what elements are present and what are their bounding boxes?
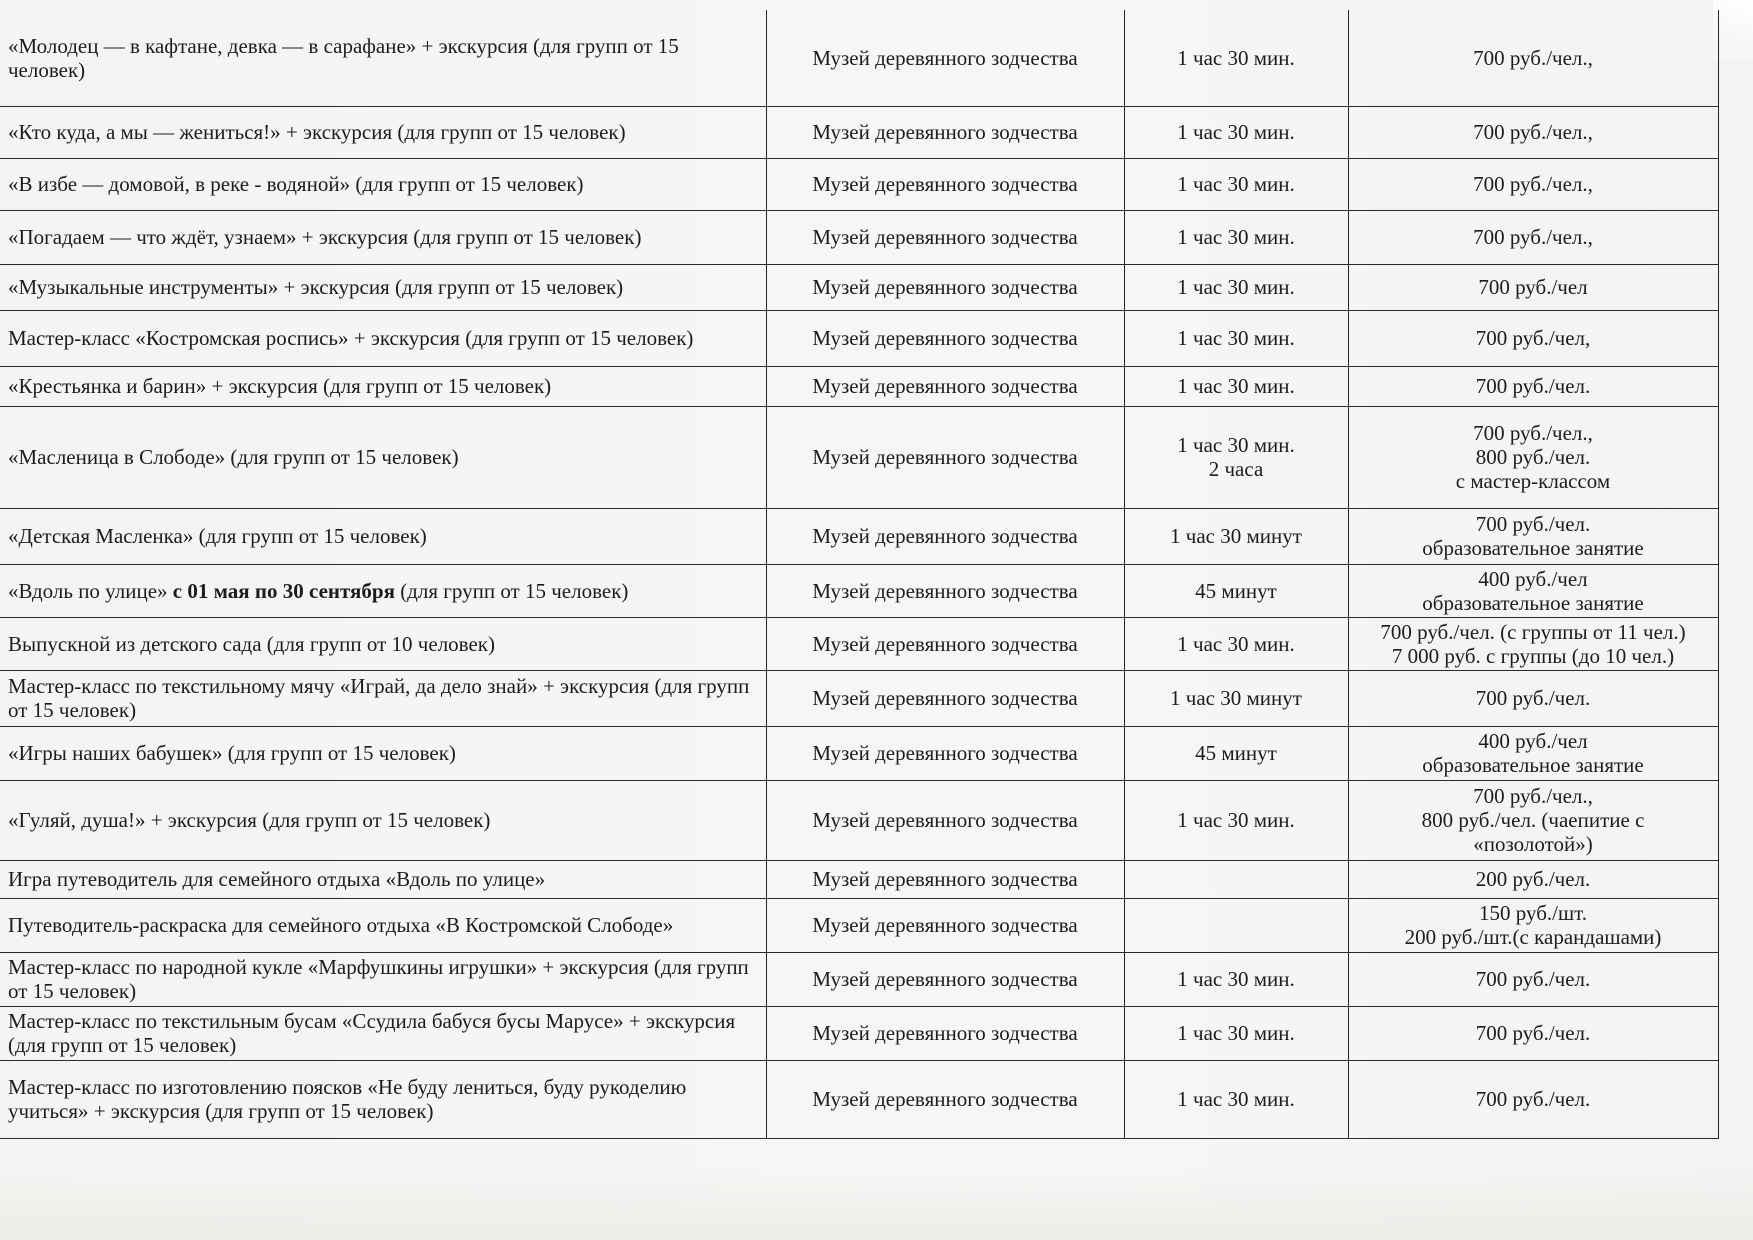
price-cell: 700 руб./чел.	[1348, 670, 1718, 726]
duration-cell: 1 час 30 мин.	[1124, 310, 1348, 366]
price-cell: 700 руб./чел.,	[1348, 106, 1718, 158]
price-list-table	[0, 10, 1719, 1139]
program-name-cell: «Гуляй, душа!» + экскурсия (для групп от 15 человек)	[0, 780, 766, 860]
duration-cell: 1 час 30 мин.	[1124, 952, 1348, 1006]
program-name-cell: Мастер-класс «Костромская роспись» + экскурсия (для групп от 15 человек)	[0, 310, 766, 366]
price-cell: 200 руб./чел.	[1348, 860, 1718, 898]
table-row	[0, 1006, 1718, 1060]
venue-cell: Музей деревянного зодчества	[766, 670, 1124, 726]
table-row	[0, 406, 1718, 508]
duration-cell: 1 час 30 мин.	[1124, 10, 1348, 106]
paper-corner	[1713, 0, 1753, 60]
table-row	[0, 366, 1718, 406]
duration-cell: 1 час 30 мин.	[1124, 617, 1348, 670]
date-range-text: с 01 мая по 30 сентября	[172, 578, 395, 603]
price-cell: 700 руб./чел.	[1348, 952, 1718, 1006]
venue-cell: Музей деревянного зодчества	[766, 366, 1124, 406]
table-row	[0, 780, 1718, 860]
program-name-cell: «Молодец — в кафтане, девка — в сарафане» + экскурсия (для групп от 15 человек)	[0, 10, 766, 106]
program-name-cell: «Игры наших бабушек» (для групп от 15 человек)	[0, 726, 766, 780]
program-name-cell: «Детская Масленка» (для групп от 15 человек)	[0, 508, 766, 564]
table-row	[0, 670, 1718, 726]
venue-cell: Музей деревянного зодчества	[766, 106, 1124, 158]
program-name-cell: Игра путеводитель для семейного отдыха «Вдоль по улице»	[0, 860, 766, 898]
venue-cell: Музей деревянного зодчества	[766, 564, 1124, 617]
program-name-cell: Мастер-класс по изготовлению поясков «Не буду лениться, буду рукоделию учиться» + экскурсия (для групп от 15 человек)	[0, 1060, 766, 1138]
table-row	[0, 860, 1718, 898]
table-row	[0, 564, 1718, 617]
venue-cell: Музей деревянного зодчества	[766, 406, 1124, 508]
price-cell: 700 руб./чел.	[1348, 1060, 1718, 1138]
program-name-cell: Выпускной из детского сада (для групп от 10 человек)	[0, 617, 766, 670]
duration-cell	[1124, 898, 1348, 952]
venue-cell: Музей деревянного зодчества	[766, 158, 1124, 210]
duration-cell: 45 минут	[1124, 726, 1348, 780]
venue-cell: Музей деревянного зодчества	[766, 952, 1124, 1006]
table-row	[0, 210, 1718, 264]
price-cell: 400 руб./чел образовательное занятие	[1348, 564, 1718, 617]
table-row	[0, 898, 1718, 952]
program-name-cell: Мастер-класс по текстильным бусам «Ссудила бабуся бусы Марусе» + экскурсия (для групп от 15 человек)	[0, 1006, 766, 1060]
table-row	[0, 10, 1718, 106]
program-name-cell: «В избе — домовой, в реке - водяной» (для групп от 15 человек)	[0, 158, 766, 210]
price-cell: 700 руб./чел.,	[1348, 10, 1718, 106]
duration-cell: 1 час 30 мин.	[1124, 366, 1348, 406]
price-cell: 700 руб./чел.	[1348, 366, 1718, 406]
table-row	[0, 1060, 1718, 1138]
price-cell: 400 руб./чел образовательное занятие	[1348, 726, 1718, 780]
venue-cell: Музей деревянного зодчества	[766, 1060, 1124, 1138]
price-cell: 700 руб./чел,	[1348, 310, 1718, 366]
venue-cell: Музей деревянного зодчества	[766, 10, 1124, 106]
venue-cell: Музей деревянного зодчества	[766, 210, 1124, 264]
group-size-text: (для групп от 15 человек)	[394, 578, 629, 603]
duration-cell: 1 час 30 минут	[1124, 508, 1348, 564]
table-row	[0, 508, 1718, 564]
venue-cell: Музей деревянного зодчества	[766, 860, 1124, 898]
duration-cell: 1 час 30 мин.	[1124, 780, 1348, 860]
duration-cell: 1 час 30 мин.	[1124, 1006, 1348, 1060]
table-row	[0, 106, 1718, 158]
price-cell: 700 руб./чел.,	[1348, 158, 1718, 210]
venue-cell: Музей деревянного зодчества	[766, 264, 1124, 310]
price-cell: 700 руб./чел.,	[1348, 210, 1718, 264]
table-row	[0, 310, 1718, 366]
price-cell: 700 руб./чел	[1348, 264, 1718, 310]
program-name-cell: «Погадаем — что ждёт, узнаем» + экскурсия (для групп от 15 человек)	[0, 210, 766, 264]
program-name-cell: «Кто куда, а мы — жениться!» + экскурсия (для групп от 15 человек)	[0, 106, 766, 158]
table-row	[0, 264, 1718, 310]
price-cell: 700 руб./чел. (с группы от 11 чел.) 7 000 руб. с группы (до 10 чел.)	[1348, 617, 1718, 670]
program-name-cell: «Масленица в Слободе» (для групп от 15 человек)	[0, 406, 766, 508]
table-row	[0, 617, 1718, 670]
scan-bottom-shading	[0, 1170, 1753, 1240]
venue-cell: Музей деревянного зодчества	[766, 780, 1124, 860]
table-row	[0, 952, 1718, 1006]
duration-cell: 1 час 30 мин.	[1124, 158, 1348, 210]
price-cell: 700 руб./чел. образовательное занятие	[1348, 508, 1718, 564]
duration-cell: 1 час 30 мин. 2 часа	[1124, 406, 1348, 508]
program-name-cell: Путеводитель-раскраска для семейного отдыха «В Костромской Слободе»	[0, 898, 766, 952]
venue-cell: Музей деревянного зодчества	[766, 617, 1124, 670]
program-name-cell: Мастер-класс по народной кукле «Марфушкины игрушки» + экскурсия (для групп от 15 человек)	[0, 952, 766, 1006]
price-cell: 700 руб./чел., 800 руб./чел. (чаепитие с «позолотой»)	[1348, 780, 1718, 860]
venue-cell: Музей деревянного зодчества	[766, 1006, 1124, 1060]
venue-cell: Музей деревянного зодчества	[766, 726, 1124, 780]
table-row	[0, 726, 1718, 780]
price-cell: 700 руб./чел.	[1348, 1006, 1718, 1060]
program-name-text: «Вдоль по улице»	[8, 578, 173, 603]
program-name-cell: Мастер-класс по текстильному мячу «Играй, да дело знай» + экскурсия (для групп от 15 человек)	[0, 670, 766, 726]
venue-cell: Музей деревянного зодчества	[766, 508, 1124, 564]
table-row	[0, 158, 1718, 210]
duration-cell	[1124, 860, 1348, 898]
program-name-cell	[0, 564, 766, 617]
duration-cell: 1 час 30 мин.	[1124, 1060, 1348, 1138]
price-cell: 150 руб./шт. 200 руб./шт.(с карандашами)	[1348, 898, 1718, 952]
program-name-cell: «Музыкальные инструменты» + экскурсия (для групп от 15 человек)	[0, 264, 766, 310]
duration-cell: 1 час 30 мин.	[1124, 264, 1348, 310]
price-cell: 700 руб./чел., 800 руб./чел. с мастер-классом	[1348, 406, 1718, 508]
duration-cell: 1 час 30 мин.	[1124, 106, 1348, 158]
duration-cell: 1 час 30 минут	[1124, 670, 1348, 726]
venue-cell: Музей деревянного зодчества	[766, 898, 1124, 952]
duration-cell: 1 час 30 мин.	[1124, 210, 1348, 264]
duration-cell: 45 минут	[1124, 564, 1348, 617]
venue-cell: Музей деревянного зодчества	[766, 310, 1124, 366]
program-name-cell: «Крестьянка и барин» + экскурсия (для групп от 15 человек)	[0, 366, 766, 406]
